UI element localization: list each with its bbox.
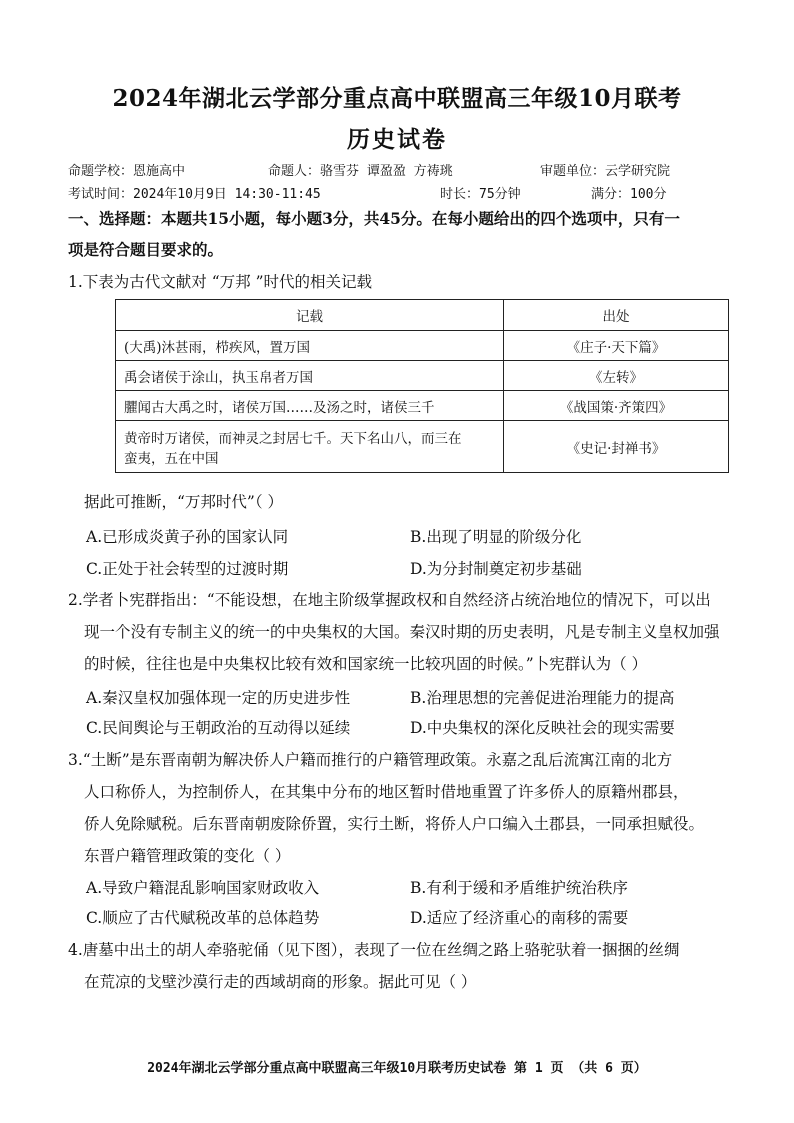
q4-line-2: 在荒凉的戈壁沙漠行走的西域胡商的形象。据此可见（ ） (84, 973, 477, 991)
table-cell-record: 臞闻古大禹之时，诸侯万国……及汤之时，诸侯三千 (116, 391, 504, 421)
section-instruction-line-1: 一、选择题：本题共15小题，每小题3分，共45分。在每小题给出的四个选项中，只有一 (68, 209, 680, 228)
table-cell-record-line-2: 蛮夷，五在中国 (124, 450, 219, 467)
q3-option-c[interactable]: C.顺应了古代赋税改革的总体趋势 (86, 909, 320, 927)
q1-option-d[interactable]: D.为分封制奠定初步基础 (410, 560, 582, 578)
q2-option-d[interactable]: D.中央集权的深化反映社会的现实需要 (410, 719, 675, 737)
table-cell-record-line-1: 黄帝时万诸侯，而神灵之封居七千。天下名山八，而三在 (124, 430, 462, 447)
q3-line-1: 3.“土断”是东晋南朝为解决侨人户籍而推行的户籍管理政策。永嘉之乱后流寓江南的北方 (68, 751, 673, 769)
q3-option-d[interactable]: D.适应了经济重心的南移的需要 (410, 909, 629, 927)
q3-line-4: 东晋户籍管理政策的变化（ ） (84, 847, 291, 865)
page-footer: 2024年湖北云学部分重点高中联盟高三年级10月联考历史试卷 第 1 页 （共 6 页） (147, 1061, 647, 1076)
table-row (116, 421, 729, 473)
table-cell-record: (大禹)沐甚雨，栉疾风，置万国 (116, 331, 504, 361)
table-cell-source: 《庄子·天下篇》 (504, 331, 729, 361)
q2-option-c[interactable]: C.民间舆论与王朝政治的互动得以延续 (86, 719, 351, 737)
q1-prompt: 据此可推断，“万邦时代”（ ） (84, 493, 284, 511)
q2-line-3: 的时候，往往也是中央集权比较有效和国家统一比较巩固的时候。”卜宪群认为（ ） (84, 655, 648, 673)
q3-option-b[interactable]: B.有利于缓和矛盾维护统治秩序 (410, 879, 628, 897)
table-cell-record (116, 421, 504, 473)
q2-option-a[interactable]: A.秦汉皇权加强体现一定的历史进步性 (86, 689, 351, 707)
table-header-record: 记载 (116, 300, 504, 331)
q3-line-3: 侨人免除赋税。后东晋南朝废除侨置，实行土断，将侨人户口编入土郡县，一同承担赋役。 (84, 815, 705, 833)
table-cell-source: 《史记·封禅书》 (504, 421, 729, 473)
q2-line-1: 2.学者卜宪群指出：“不能设想，在地主阶级掌握政权和自然经济占统治地位的情况下，可以出 (68, 591, 711, 609)
q1-option-a[interactable]: A.已形成炎黄子孙的国家认同 (86, 528, 289, 546)
q2-option-b[interactable]: B.治理思想的完善促进治理能力的提高 (410, 689, 675, 707)
review-label: 审题单位：云学研究院 (540, 164, 671, 179)
q1-record-table (115, 299, 729, 473)
table-row (116, 331, 729, 361)
authors-label: 命题人：骆雪芬 谭盈盈 方祷珧 (268, 164, 453, 179)
score-label: 满分：100分 (591, 187, 667, 202)
q2-line-2: 现一个没有专制主义的统一的中央集权的大国。秦汉时期的历史表明，凡是专制主义皇权加强 (84, 623, 720, 641)
duration-label: 时长：75分钟 (440, 187, 521, 202)
exam-subject: 历史试卷 (347, 126, 447, 153)
table-header-source: 出处 (504, 300, 729, 331)
exam-title: 2024年湖北云学部分重点高中联盟高三年级10月联考 (112, 85, 682, 112)
q4-line-1: 4.唐墓中出土的胡人牵骆驼俑（见下图），表现了一位在丝绸之路上骆驼驮着一捆捆的丝绸 (68, 941, 680, 959)
q1-option-b[interactable]: B.出现了明显的阶级分化 (410, 528, 582, 546)
time-label: 考试时间：2024年10月9日 14:30-11:45 (68, 187, 321, 202)
school-label: 命题学校：恩施高中 (68, 164, 186, 179)
q1-stem: 1.下表为古代文献对 “万邦 ”时代的相关记载 (68, 273, 372, 291)
table-row (116, 391, 729, 421)
table-cell-source: 《左转》 (504, 361, 729, 391)
table-cell-record: 禹会诸侯于涂山，执玉帛者万国 (116, 361, 504, 391)
table-cell-source: 《战国策·齐策四》 (504, 391, 729, 421)
q3-line-2: 人口称侨人，为控制侨人，在其集中分布的地区暂时借地重置了许多侨人的原籍州郡县， (84, 783, 689, 801)
q1-option-c[interactable]: C.正处于社会转型的过渡时期 (86, 560, 289, 578)
q3-option-a[interactable]: A.导致户籍混乱影响国家财政收入 (86, 879, 320, 897)
section-instruction-line-2: 项是符合题目要求的。 (68, 240, 224, 259)
table-row (116, 361, 729, 391)
